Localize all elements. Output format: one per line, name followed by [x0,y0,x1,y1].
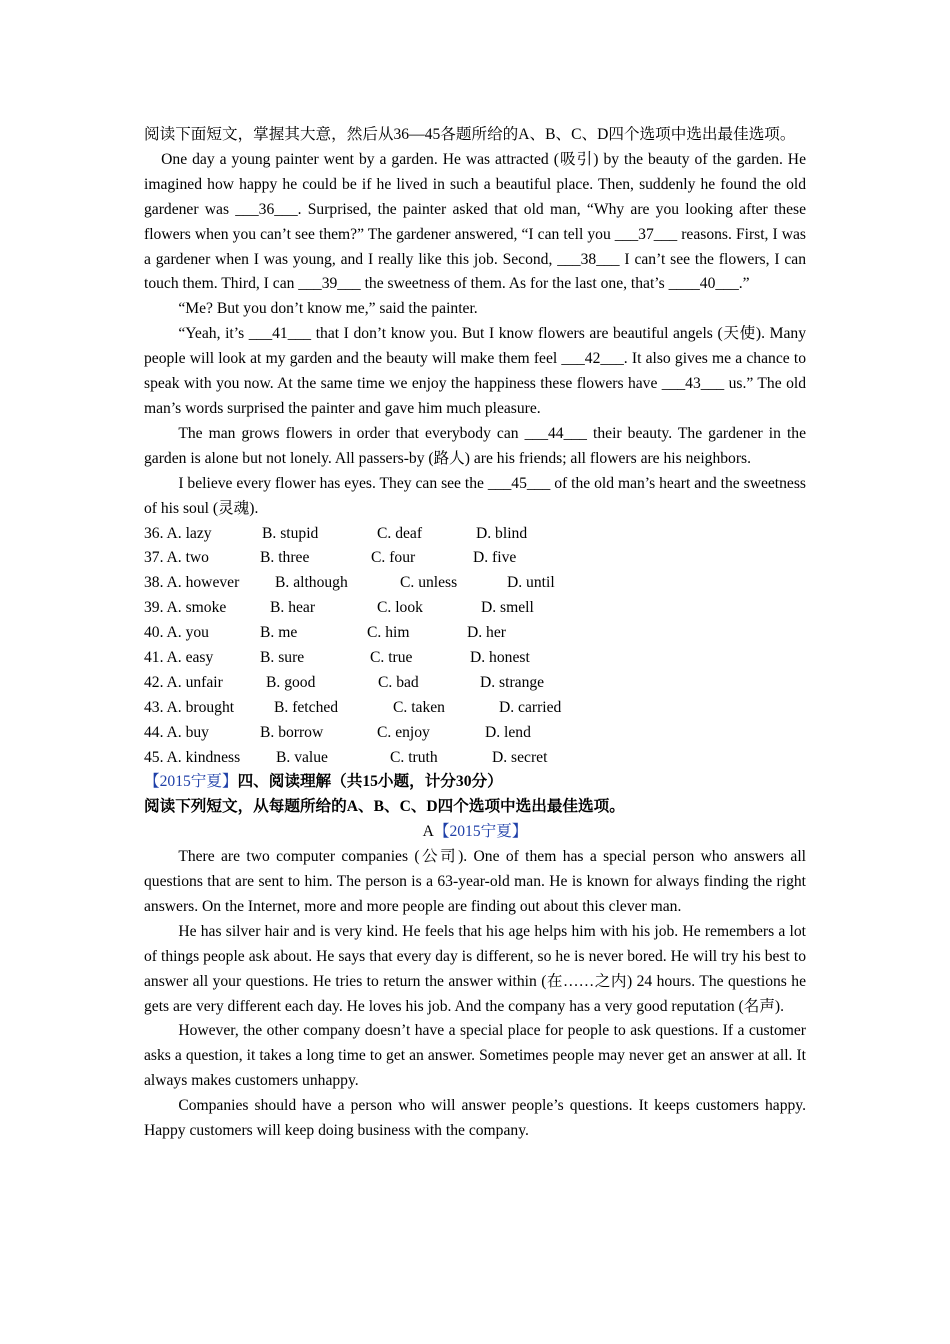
option-a: 37. A. two [144,549,209,567]
section-title: 四、阅读理解（共15小题，计分30分） [237,773,503,791]
option-c: C. look [377,599,423,617]
option-d: D. until [507,574,555,592]
question-row-37 [144,546,806,571]
option-d: D. carried [499,698,562,716]
passage-a-paragraph-1: There are two computer companies (公司). One of them has a special person who answers all questions that are sent to him. The person is a 63-year-old man. He is known for always finding the right answers. On the Internet, more and more people are finding out about this clever man. [144,848,806,915]
option-d: D. secret [492,748,548,766]
option-d: D. blind [476,524,528,542]
option-d: D. smell [481,599,534,617]
question-row-44 [144,721,806,746]
option-a: 44. A. buy [144,723,209,741]
option-c: C. four [371,549,416,567]
option-c: C. bad [378,673,419,691]
option-a: 45. A. kindness [144,748,241,766]
option-d: D. five [473,549,517,567]
passage-a-paragraph-4: Companies should have a person who will answer people’s questions. It keeps customers happy. Happy customers will keep doing business with the company. [144,1097,806,1140]
option-a: 42. A. unfair [144,673,223,691]
section-header [144,770,806,795]
option-c: C. taken [393,698,445,716]
cloze-instructions: 阅读下面短文，掌握其大意，然后从36—45各题所给的A、B、C、D四个选项中选出最佳选项。 [144,126,796,143]
cloze-paragraph-5: I believe every flower has eyes. They can see the ___45___ of the old man’s heart and the sweetness of his soul (灵魂). [144,474,806,517]
option-a: 41. A. easy [144,648,214,666]
passage-letter: A [422,823,434,841]
option-a: 38. A. however [144,574,240,592]
document-page [144,123,806,1144]
question-row-41 [144,646,806,671]
cloze-paragraph-3: “Yeah, it’s ___41___ that I don’t know you. But I know flowers are beautiful angels (天使). Many people will look at my garden and the beauty will make them feel ___42___. It also gives me a chance to speak with you now. At the same time we enjoy the happiness these flowers have ___43___ us.” The old man’s words surprised the painter and gave him much pleasure. [144,325,806,417]
option-b: B. sure [260,648,305,666]
option-b: B. stupid [262,524,319,542]
option-b: B. value [276,748,328,766]
option-b: B. hear [270,599,316,617]
option-b: B. borrow [260,723,324,741]
option-b: B. good [266,673,316,691]
option-d: D. strange [480,673,545,691]
question-row-40 [144,621,806,646]
question-row-38 [144,571,806,596]
question-row-43 [144,696,806,721]
option-a: 39. A. smoke [144,599,227,617]
passage-source-tag: 【2015宁夏】 [433,823,528,841]
reading-instructions: 阅读下列短文，从每题所给的A、B、C、D四个选项中选出最佳选项。 [144,798,625,816]
option-d: D. lend [485,723,531,741]
option-d: D. honest [470,648,530,666]
question-row-39 [144,596,806,621]
passage-a-paragraph-3: However, the other company doesn’t have a special place for people to ask questions. If a customer asks a question, it takes a long time to get an answer. Sometimes people may never get an answer at all. It always makes customers unhappy. [144,1022,806,1090]
section-source-tag: 【2015宁夏】 [144,773,238,791]
option-c: C. him [367,624,410,642]
cloze-paragraph-1: One day a young painter went by a garden. He was attracted (吸引) by the beauty of the garden. He imagined how happy he could be if he lived in such a beautiful place. Then, suddenly he found the old gardener was ___36___. Surprised, the painter asked that old man, “Why are you looking after these flowers when you can’t see them?” The gardener answered, “I can tell you ___37___ reasons. First, I was a gardener when I was young, and I really like this job. Second, ___38___ I can’t see the flowers, I can touch them. Third, I can ___39___ the sweetness of them. As for the last one, that’s ____40___.” [144,150,806,293]
option-c: C. true [370,648,413,666]
cloze-paragraph-2: “Me? But you don’t know me,” said the painter. [178,300,478,318]
passage-a-title [144,820,806,845]
option-b: B. fetched [274,698,339,716]
option-c: C. unless [400,574,458,592]
option-d: D. her [467,624,506,642]
option-c: C. truth [390,748,438,766]
option-c: C. enjoy [377,723,430,741]
option-b: B. three [260,549,310,567]
question-row-36 [144,522,806,547]
cloze-paragraph-4: The man grows flowers in order that everybody can ___44___ their beauty. The gardener in the garden is alone but not lonely. All passers-by (路人) are his friends; all flowers are his neighbors. [144,424,806,467]
question-row-42 [144,671,806,696]
option-a: 36. A. lazy [144,524,212,542]
option-b: B. me [260,624,298,642]
question-options-list [144,522,806,771]
option-c: C. deaf [377,524,423,542]
option-b: B. although [275,574,348,592]
option-a: 43. A. brought [144,698,235,716]
passage-a-paragraph-2: He has silver hair and is very kind. He feels that his age helps him with his job. He remembers a lot of things people ask about. He says that every day is different, so he is never bored. He will try his best to answer all your questions. He tries to return the answer within (在……之内) 24 hours. The questions he gets are very different each day. He loves his job. And the company has a very good reputation (名声). [144,922,806,1015]
option-a: 40. A. you [144,624,209,642]
question-row-45 [144,746,806,771]
